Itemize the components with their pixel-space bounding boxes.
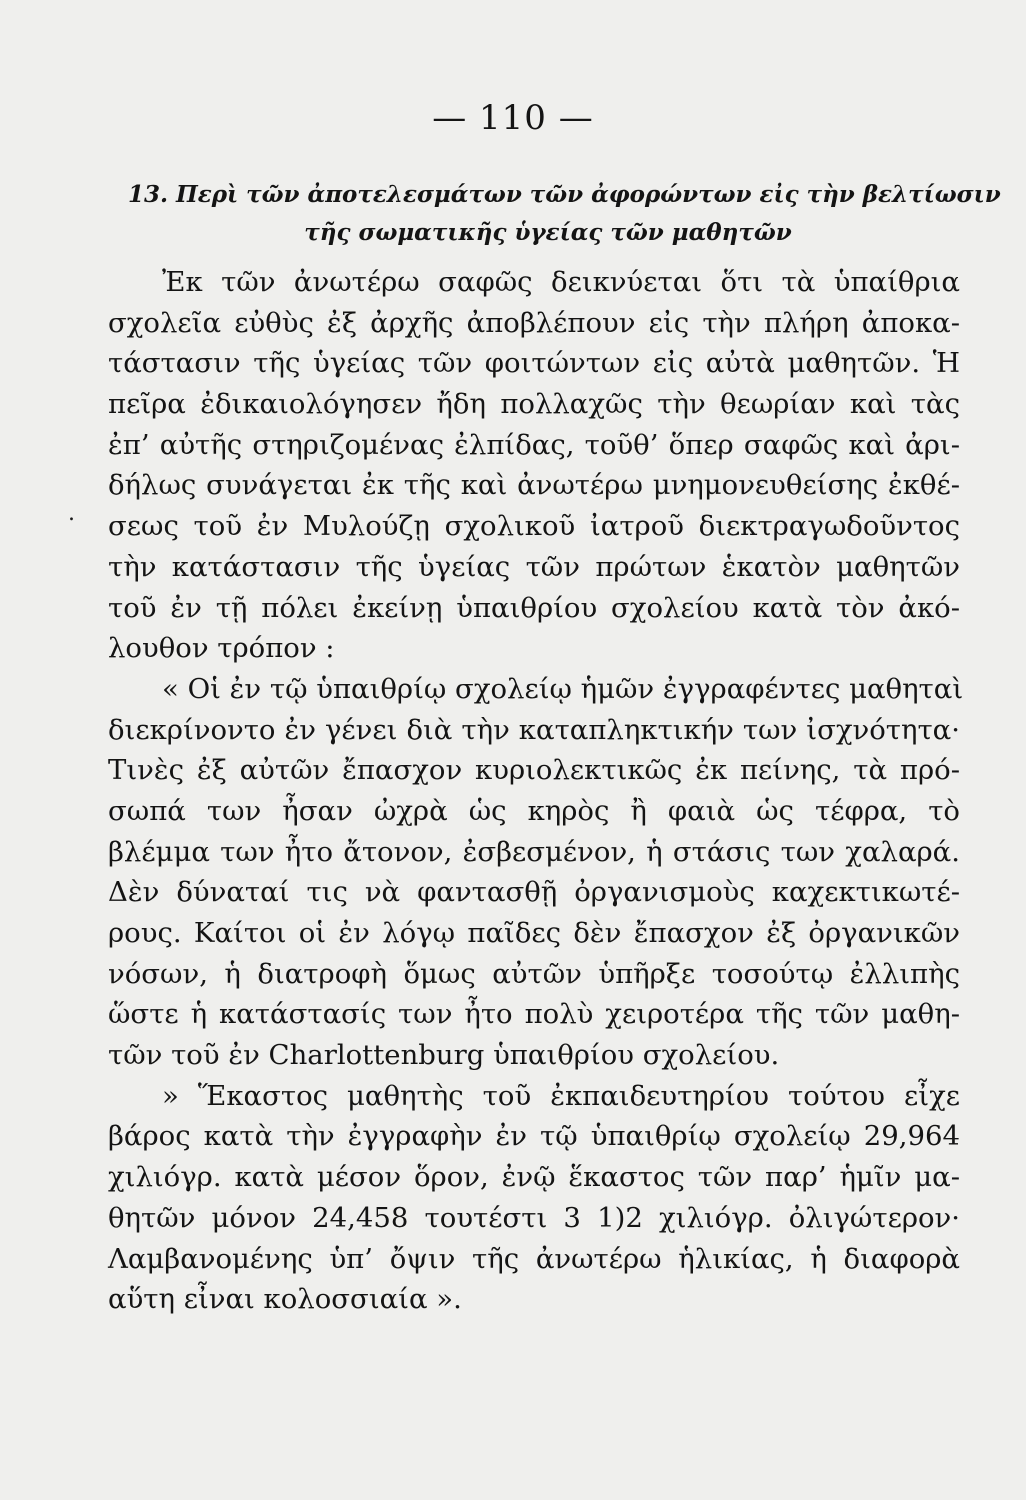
- section-heading-line: τῆς σωματικῆς ὑγείας τῶν μαθητῶν: [304, 219, 792, 246]
- quote-line: « Οἱ ἐν τῷ ὑπαιθρίῳ σχολείῳ ἡμῶν ἐγγραφέντες μαθηταὶ: [162, 672, 964, 705]
- quote-line: χιλιόγρ. κατὰ μέσον ὅρον, ἐνῷ ἕκαστος τῶν παρ’ ἡμῖν μα-: [108, 1161, 960, 1194]
- quote-line: ρους. Καίτοι οἱ ἐν λόγῳ παῖδες δὲν ἔπασχον ἐξ ὀργανικῶν: [108, 917, 960, 949]
- quote-line: βάρος κατὰ τὴν ἐγγραφὴν ἐν τῷ ὑπαιθρίῳ σχολείῳ 29,964: [108, 1120, 960, 1153]
- margin-dot: .: [68, 501, 75, 526]
- quote-line: τῶν τοῦ ἐν Charlottenburg ὑπαιθρίου σχολείου.: [108, 1039, 780, 1072]
- section-heading-line: 13. Περὶ τῶν ἀποτελεσμάτων τῶν ἀφορώντων εἰς τὴν βελτίωσιν: [128, 181, 1001, 208]
- text-line: τάστασιν τῆς ὑγείας τῶν φοιτώντων εἰς αὐτὰ μαθητῶν. Ἡ: [108, 347, 960, 380]
- text-line: δήλως συνάγεται ἐκ τῆς καὶ ἀνωτέρω μνημονευθείσης ἐκθέ-: [108, 469, 960, 502]
- body-text: [108, 262, 964, 1320]
- text-line: ἐπ’ αὐτῆς στηριζομένας ἐλπίδας, τοῦθ’ ὅπερ σαφῶς καὶ ἀρι-: [108, 428, 960, 461]
- quote-line: αὕτη εἶναι κολοσσιαία ».: [108, 1283, 462, 1316]
- quote-line: Δὲν δύναταί τις νὰ φαντασθῇ ὀργανισμοὺς καχεκτικωτέ-: [108, 876, 960, 909]
- quote-line: » Ἕκαστος μαθητὴς τοῦ ἐκπαιδευτηρίου τούτου εἶχε: [162, 1079, 960, 1112]
- quote-line: διεκρίνοντο ἐν γένει διὰ τὴν καταπληκτικήν των ἰσχνότητα·: [108, 713, 960, 746]
- quote-line: βλέμμα των ἦτο ἄτονον, ἐσβεσμένον, ἡ στάσις των χαλαρά.: [108, 835, 960, 868]
- text-line: σεως τοῦ ἐν Μυλούζῃ σχολικοῦ ἰατροῦ διεκτραγωδοῦντος: [108, 510, 960, 543]
- quote-line: νόσων, ἡ διατροφὴ ὅμως αὐτῶν ὑπῆρξε τοσούτῳ ἐλλιπὴς: [108, 957, 960, 990]
- text-line: τοῦ ἐν τῇ πόλει ἐκείνῃ ὑπαιθρίου σχολείου κατὰ τὸν ἀκό-: [108, 591, 960, 624]
- text-line: Ἐκ τῶν ἀνωτέρω σαφῶς δεικνύεται ὅτι τὰ ὑπαίθρια: [162, 266, 960, 298]
- quote-line: Λαμβανομένης ὑπ’ ὄψιν τῆς ἀνωτέρω ἡλικίας, ἡ διαφορὰ: [108, 1242, 960, 1275]
- quote-line: σωπά των ἦσαν ὠχρὰ ὡς κηρὸς ἢ φαιὰ ὡς τέφρα, τὸ: [108, 794, 960, 827]
- text-line: σχολεῖα εὐθὺς ἐξ ἀρχῆς ἀποβλέπουν εἰς τὴν πλήρη ἀποκα-: [108, 306, 960, 339]
- section-heading: [128, 176, 1001, 252]
- text-line: τὴν κατάστασιν τῆς ὑγείας τῶν πρώτων ἑκατὸν μαθητῶν: [108, 550, 960, 583]
- quote-line: ὥστε ἡ κατάστασίς των ἦτο πολὺ χειροτέρα τῆς τῶν μαθη-: [108, 998, 960, 1031]
- text-line: λουθον τρόπον :: [108, 632, 335, 665]
- quote-line: Τινὲς ἐξ αὐτῶν ἔπασχον κυριολεκτικῶς ἐκ πείνης, τὰ πρό-: [108, 754, 960, 787]
- text-line: πεῖρα ἐδικαιολόγησεν ἤδη πολλαχῶς τὴν θεωρίαν καὶ τὰς: [108, 388, 960, 421]
- page-number: — 110 —: [432, 98, 594, 138]
- quote-line: θητῶν μόνον 24,458 τουτέστι 3 1)2 χιλιόγρ. ὀλιγώτερον·: [108, 1201, 960, 1234]
